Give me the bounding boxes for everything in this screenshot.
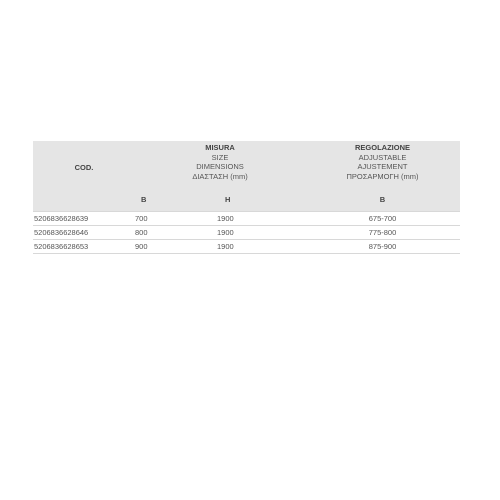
header-size-line-1: MISURA xyxy=(205,143,235,152)
header-size-group xyxy=(135,141,305,193)
cell-b: 800 xyxy=(135,226,217,240)
header-sub-b: B xyxy=(141,195,147,204)
cell-adjust: 875-900 xyxy=(305,240,460,254)
header-sub-adjust-b: B xyxy=(379,195,386,204)
cell-adjust: 775-800 xyxy=(305,226,460,240)
header-row-sub xyxy=(33,193,460,212)
specification-table xyxy=(33,141,460,254)
header-row-main xyxy=(33,141,460,193)
header-cod: COD. xyxy=(74,162,94,172)
header-sub-h: H xyxy=(225,195,231,204)
header-adjust-group xyxy=(305,141,460,193)
header-adjust-line-2: ADJUSTABLE xyxy=(358,152,407,162)
header-size-line-3: DIMENSIONS xyxy=(196,162,244,171)
table-header xyxy=(33,141,460,212)
table-body xyxy=(33,212,460,254)
header-size-line-4: ΔΙΑΣΤΑΣΗ (mm) xyxy=(192,171,248,181)
cell-b: 900 xyxy=(135,240,217,254)
header-adjust-line-1: REGOLAZIONE xyxy=(355,143,411,152)
cell-adjust: 675-700 xyxy=(305,212,460,226)
cell-code: 5206836628639 xyxy=(33,212,135,226)
header-adjust-line-3: AJUSTEMENT xyxy=(357,162,408,171)
table-row xyxy=(33,212,460,226)
cell-code: 5206836628653 xyxy=(33,240,135,254)
header-sub-empty xyxy=(33,193,135,212)
header-adjust-line-4: ΠΡΟΣΑΡΜΟΓΗ (mm) xyxy=(346,171,419,181)
header-size-line-2: SIZE xyxy=(211,152,229,162)
cell-code: 5206836628646 xyxy=(33,226,135,240)
table-row xyxy=(33,240,460,254)
cell-h: 1900 xyxy=(217,240,305,254)
cell-b: 700 xyxy=(135,212,217,226)
table-row xyxy=(33,226,460,240)
cell-h: 1900 xyxy=(217,212,305,226)
cell-h: 1900 xyxy=(217,226,305,240)
